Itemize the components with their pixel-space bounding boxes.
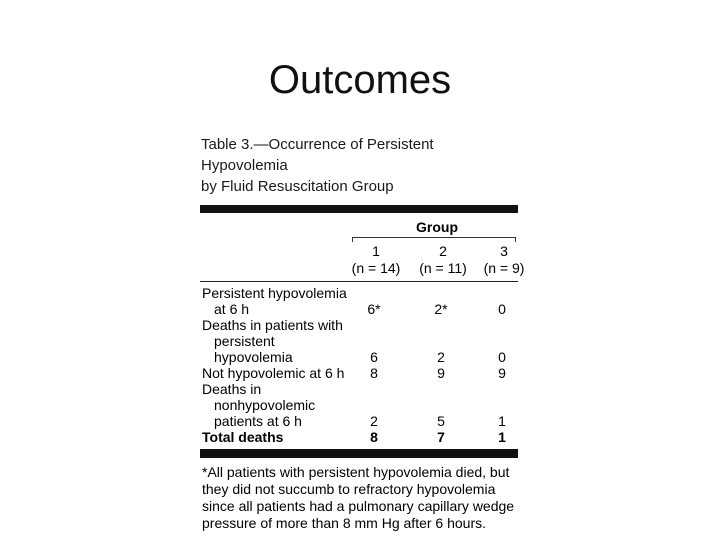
table-cell: 9 <box>498 365 506 381</box>
table-cell: 9 <box>437 365 445 381</box>
header-rule <box>200 281 518 282</box>
table-body <box>200 285 518 445</box>
table-cell: 5 <box>437 413 445 429</box>
row-label-line: Deaths in patients with <box>202 317 343 333</box>
table-cell: 7 <box>437 429 445 445</box>
row-label-line: nonhypovolemic <box>214 397 316 413</box>
table-row <box>200 317 518 365</box>
table-row <box>200 285 518 317</box>
table-cell: 8 <box>370 429 378 445</box>
column-header-1 <box>346 243 406 277</box>
table-row-total <box>200 429 518 445</box>
row-label-line: Deaths in <box>202 381 262 397</box>
table-cell: 6* <box>367 301 381 317</box>
row-label-line: persistent <box>214 333 275 349</box>
group-label: Group <box>416 219 458 235</box>
row-label <box>200 365 352 381</box>
caption-line-2: by Fluid Resuscitation Group <box>201 178 394 195</box>
row-label-line: hypovolemia <box>214 349 293 365</box>
top-rule <box>200 205 518 213</box>
table-cell: 0 <box>498 349 506 365</box>
table-row <box>200 381 518 429</box>
row-label-line: Persistent hypovolemia <box>202 285 347 301</box>
bottom-rule <box>200 449 518 458</box>
table-footnote: *All patients with persistent hypovolemia died, but they did not succumb to refractory hypovolemia since all patients had a pulmonary capillary wedge pressure of more than 8 mm Hg after 6 hours. <box>202 464 515 531</box>
table-cell: 8 <box>370 365 378 381</box>
row-label-line: Not hypovolemic at 6 h <box>202 365 345 381</box>
group-header <box>200 213 518 241</box>
table-caption <box>201 134 518 197</box>
row-label <box>200 381 352 429</box>
table-cell: 6 <box>370 349 378 365</box>
row-label <box>200 317 352 365</box>
table-cell: 0 <box>498 301 506 317</box>
table-cell: 2 <box>437 349 445 365</box>
table-cell: 1 <box>498 429 506 445</box>
table-figure <box>200 134 525 532</box>
slide-title: Outcomes <box>268 58 452 102</box>
column-header-2 <box>413 243 473 277</box>
column-headers <box>200 241 525 279</box>
column-header-n: (n = 14) <box>351 260 401 276</box>
column-header-3 <box>474 243 534 277</box>
table-cell: 2* <box>434 301 448 317</box>
row-label-line: Total deaths <box>202 429 284 445</box>
caption-line-1: Table 3.—Occurrence of Persistent Hypovolemia <box>201 136 434 174</box>
row-label <box>200 285 352 317</box>
group-spanner-line <box>352 237 516 238</box>
table-row <box>200 365 518 381</box>
table-cell: 2 <box>370 413 378 429</box>
row-label-line: at 6 h <box>214 301 250 317</box>
row-label-line: patients at 6 h <box>214 413 302 429</box>
row-label <box>200 429 352 445</box>
column-header-number: 2 <box>439 243 447 259</box>
column-header-n: (n = 11) <box>419 260 467 276</box>
column-header-number: 3 <box>500 243 508 259</box>
column-header-number: 1 <box>372 243 380 259</box>
table-cell: 1 <box>498 413 506 429</box>
column-header-n: (n = 9) <box>483 260 525 276</box>
